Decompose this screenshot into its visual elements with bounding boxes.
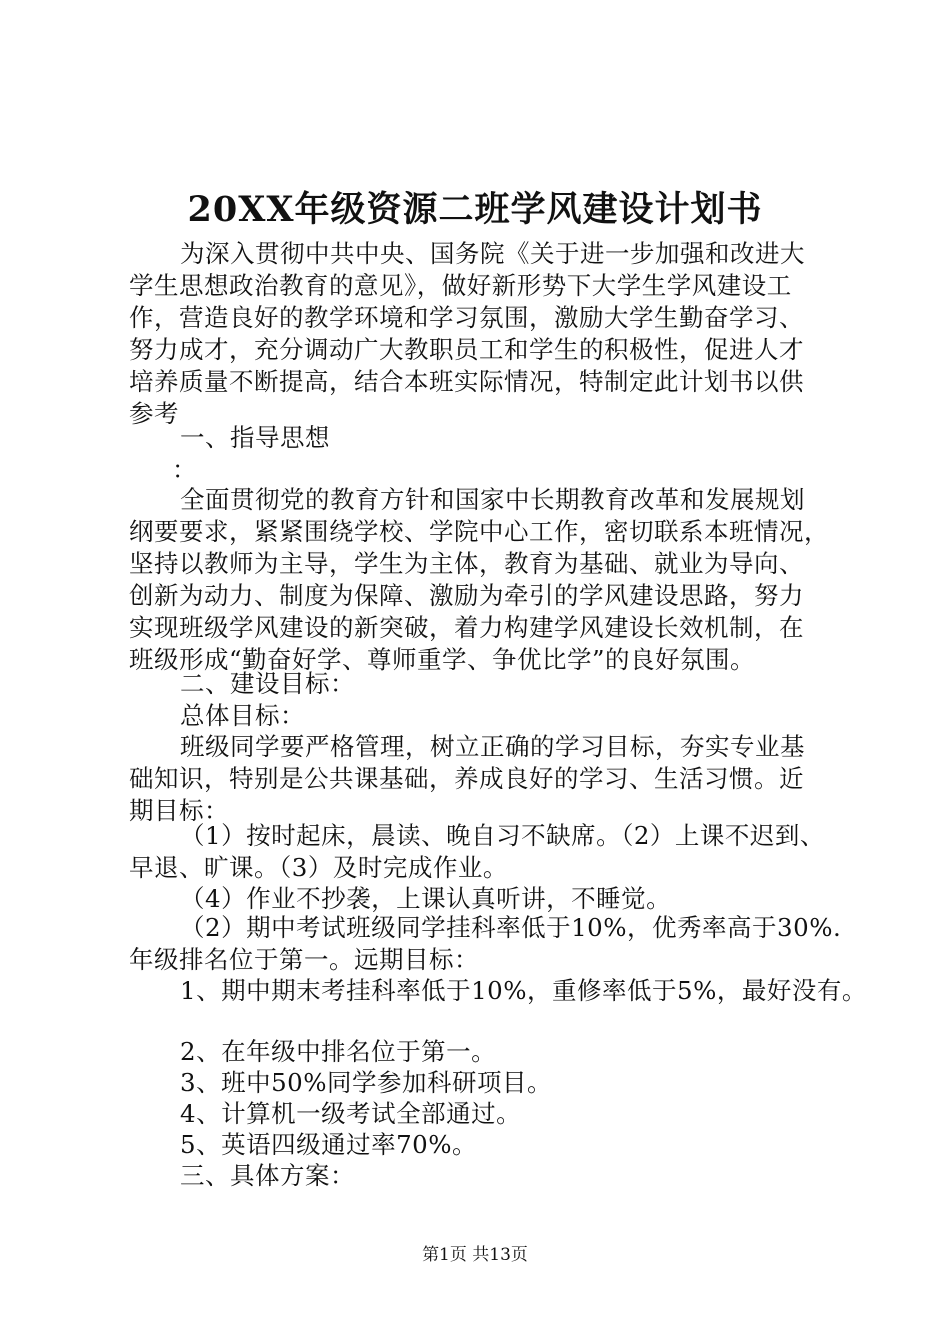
paragraph-line: 早退、旷课。（3）及时完成作业。 (129, 853, 508, 882)
list-item: 5、英语四级通过率70%。 (180, 1130, 478, 1159)
list-item: 3、班中50%同学参加科研项目。 (180, 1068, 553, 1097)
paragraph-line: 参考 (129, 399, 179, 428)
paragraph-line: 纲要要求，紧紧围绕学校、学院中心工作，密切联系本班情况， (129, 517, 829, 546)
list-item: 2、在年级中排名位于第一。 (180, 1037, 497, 1066)
section-heading: 二、建设目标： (180, 669, 355, 698)
paragraph-line: 础知识，特别是公共课基础，养成良好的学习、生活习惯。近 (129, 764, 804, 793)
section-heading: 一、指导思想 (180, 423, 330, 452)
list-item: 1、期中期末考挂科率低于10%，重修率低于5%，最好没有。 (180, 976, 867, 1005)
paragraph-line: 作，营造良好的教学环境和学习氛围，激励大学生勤奋学习、 (129, 303, 804, 332)
paragraph-line: （1）按时起床，晨读、晚自习不缺席。（2）上课不迟到、 (180, 821, 825, 850)
page-footer: 第1页 共13页 (422, 1245, 528, 1265)
subheading: 总体目标： (180, 701, 305, 730)
paragraph-line: 班级形成“勤奋好学、尊师重学、争优比学”的良好氛围。 (129, 645, 756, 674)
paragraph-line: 学生思想政治教育的意见》，做好新形势下大学生学风建设工 (129, 271, 792, 300)
paragraph-line: 年级排名位于第一。远期目标： (129, 945, 479, 974)
paragraph-line: 坚持以教师为主导，学生为主体，教育为基础、就业为导向、 (129, 549, 804, 578)
document-title: 20XX年级资源二班学风建设计划书 (187, 189, 763, 230)
paragraph-line: 创新为动力、制度为保障、激励为牵引的学风建设思路，努力 (129, 581, 804, 610)
paragraph-line: 努力成才，充分调动广大教职员工和学生的积极性，促进人才 (129, 335, 804, 364)
paragraph-line: 培养质量不断提高，结合本班实际情况，特制定此计划书以供 (129, 367, 804, 396)
paragraph-line: 期目标： (129, 796, 229, 825)
paragraph-line: （2）期中考试班级同学挂科率低于10%，优秀率高于30%. (180, 913, 842, 942)
paragraph-line: 全面贯彻党的教育方针和国家中长期教育改革和发展规划 (180, 485, 805, 514)
section-heading: 三、具体方案： (180, 1161, 355, 1190)
paragraph-line: （4）作业不抄袭，上课认真听讲，不睡觉。 (180, 884, 672, 913)
paragraph-line: 为深入贯彻中共中央、国务院《关于进一步加强和改进大 (180, 239, 805, 268)
paragraph-line: ： (172, 455, 197, 484)
paragraph-line: 实现班级学风建设的新突破，着力构建学风建设长效机制，在 (129, 613, 804, 642)
list-item: 4、计算机一级考试全部通过。 (180, 1099, 522, 1128)
paragraph-line: 班级同学要严格管理，树立正确的学习目标，夯实专业基 (180, 732, 805, 761)
